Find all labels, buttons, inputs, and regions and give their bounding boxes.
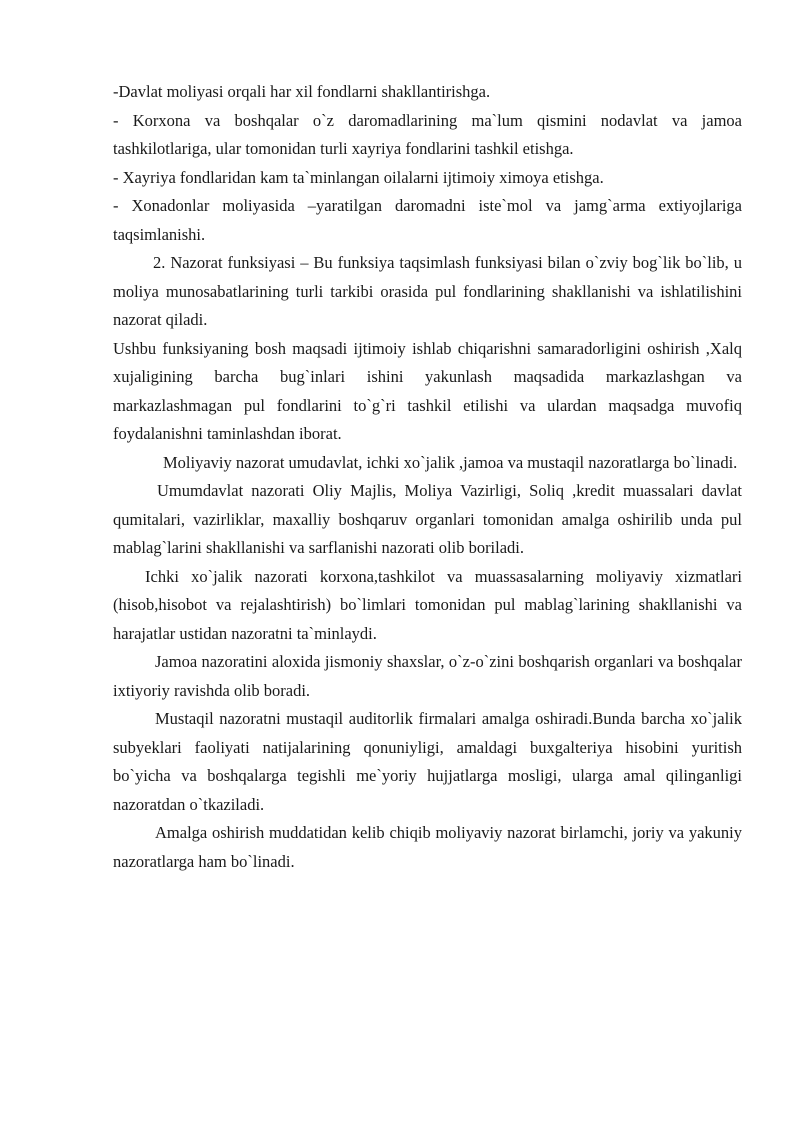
paragraph-control-stages: Amalga oshirish muddatidan kelib chiqib moliyaviy nazorat birlamchi, joriy va yakuniy nazoratlarga ham bo`linadi. <box>113 823 742 871</box>
paragraph-enterprise-income: - Korxona va boshqalar o`z daromadlarining ma`lum qismini nodavlat va jamoa tashkilotlariga, ular tomonidan turli xayriya fondlarini tashkil etishga. <box>113 110 742 158</box>
paragraph-internal-control: Ichki xo`jalik nazorati korxona,tashkilot va muassasalarning moliyaviy xizmatlari (hisob,hisobot va rejalashtirish) bo`limlari tomonidan pul mablag`larining shakllanishi va harajatlar ustidan nazoratni ta`minlaydi. <box>113 566 742 643</box>
paragraph-control-function: 2. Nazorat funksiyasi – Bu funksiya taqsimlash funksiyasi bilan o`zviy bog`lik bo`lib, u moliya munosabatlarining turli tarkibi orasida pul fondlarining shakllanishi va ishlatilishini nazorat qiladi. <box>113 253 742 329</box>
paragraph-financial-control-types: Moliyaviy nazorat umudavlat, ichki xo`jalik ,jamoa va mustaqil nazoratlarga bo`linadi. <box>163 452 738 472</box>
paragraph-independent-control: Mustaqil nazoratni mustaqil auditorlik firmalari amalga oshiradi.Bunda barcha xo`jalik subyeklari faoliyati natijalarining qonuniyligi, amaldagi buxgalteriya hisobini yuritish bo`yicha va boshqalarga tegishli me`yoriy hujjatlarga mosligi, ularga amal qilinganligi nazoratdan o`tkaziladi. <box>113 709 742 814</box>
paragraph-main-goal: Ushbu funksiyaning bosh maqsadi ijtimoiy ishlab chiqarishni samaradorligini oshirish ,Xalq xujaligining barcha bug`inlari ishini yakunlash maqsadida markazlashgan va markazlashmagan pul fondlarini to`g`ri tashkil etilishi va ulardan maqsadga muvofiq foydalanishni taminlashdan iborat. <box>113 338 742 443</box>
paragraph-state-control: Umumdavlat nazorati Oliy Majlis, Moliya Vazirligi, Soliq ,kredit muassalari davlat qumitalari, vazirliklar, maxalliy boshqaruv organlari tomonidan amalga oshirilib unda pul mablag`larini shakllanishi va sarflanishi nazorati olib boriladi. <box>113 481 742 557</box>
document-body <box>113 78 742 876</box>
paragraph-charity-funds: - Xayriya fondlaridan kam ta`minlangan oilalarni ijtimoiy ximoya etishga. <box>113 167 604 187</box>
paragraph-collective-control: Jamoa nazoratini aloxida jismoniy shaxslar, o`z-o`zini boshqarish organlari va boshqalar ixtiyoriy ravishda olib boradi. <box>113 652 742 700</box>
paragraph-household-finance: - Xonadonlar moliyasida –yaratilgan daromadni iste`mol va jamg`arma extiyojlariga taqsimlanishi. <box>113 196 742 244</box>
paragraph-state-finance: -Davlat moliyasi orqali har xil fondlarni shakllantirishga. <box>113 82 491 101</box>
